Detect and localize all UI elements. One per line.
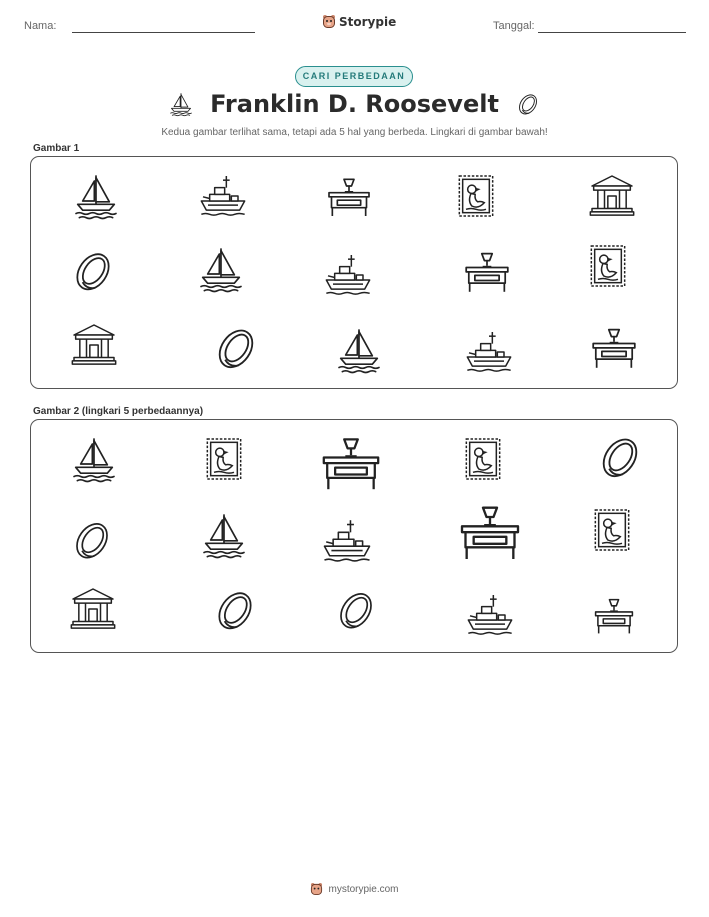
battleship-icon: [198, 171, 248, 221]
stamp-icon[interactable]: [458, 434, 508, 484]
picture2-label: Gambar 2 (lingkari 5 perbedaannya): [33, 406, 204, 417]
battleship-icon[interactable]: [465, 590, 515, 640]
stamp-icon: [451, 171, 501, 221]
desk-icon[interactable]: [315, 428, 387, 496]
date-label: Tanggal:: [493, 20, 535, 32]
sailboat-icon[interactable]: [69, 434, 119, 484]
storypie-mascot-icon: [310, 882, 323, 896]
stamp-icon[interactable]: [199, 434, 249, 484]
desk-icon[interactable]: [453, 496, 527, 566]
storypie-mascot-icon: [322, 14, 336, 29]
stamp-icon[interactable]: [587, 504, 637, 556]
ring-icon[interactable]: [595, 432, 645, 482]
ring-icon: [69, 247, 117, 295]
stamp-icon: [583, 241, 633, 291]
footer-url: mystorypie.com: [328, 883, 399, 895]
ring-icon[interactable]: [69, 516, 115, 564]
desk-icon: [588, 321, 640, 373]
ring-icon: [211, 323, 261, 373]
instructions: Kedua gambar terlihat sama, tetapi ada 5 hal yang berbeda. Lingkari di gambar bawah!: [161, 127, 548, 138]
ring-icon[interactable]: [211, 586, 259, 634]
bank-icon: [69, 320, 119, 370]
sailboat-icon: [196, 244, 246, 294]
desk-icon: [321, 171, 377, 221]
date-field-line[interactable]: [538, 32, 686, 33]
picture1-label: Gambar 1: [33, 143, 80, 154]
sailboat-icon[interactable]: [199, 510, 249, 560]
picture1-panel: [30, 156, 678, 389]
sailboat-icon: [168, 91, 194, 117]
desk-icon[interactable]: [588, 592, 640, 638]
bank-icon: [587, 171, 637, 221]
title-row: [0, 90, 709, 118]
ring-icon[interactable]: [333, 586, 379, 634]
battleship-icon[interactable]: [321, 515, 373, 567]
desk-icon: [461, 245, 513, 297]
name-label: Nama:: [24, 20, 57, 32]
brand-name: Storypie: [339, 14, 397, 29]
page-title: Franklin D. Roosevelt: [210, 90, 499, 118]
footer: [0, 882, 709, 896]
ring-icon: [515, 91, 541, 117]
name-field-line[interactable]: [72, 32, 255, 33]
picture2-panel[interactable]: [30, 419, 678, 653]
bank-icon[interactable]: [68, 584, 118, 634]
activity-badge: CARI PERBEDAAN: [295, 66, 413, 87]
battleship-icon: [464, 327, 514, 377]
sailboat-icon: [334, 325, 384, 375]
brand-logo: [322, 14, 396, 29]
sailboat-icon: [71, 171, 121, 221]
battleship-icon: [321, 250, 375, 300]
